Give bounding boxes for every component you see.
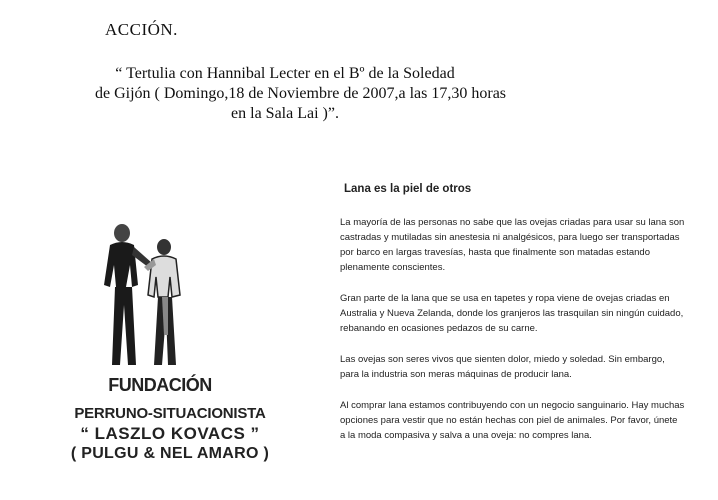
foundation-line-1: FUNDACIÓN [108, 375, 212, 395]
foundation-line-2: PERRUNO-SITUACIONISTA [74, 405, 266, 422]
article-paragraph-3: Las ovejas son seres vivos que sienten dolor, miedo y soledad. Sin embargo, para la industria son meras máquinas de producir lana. [340, 354, 665, 380]
left-figure [104, 224, 152, 365]
foundation-line-4: ( PULGU & NEL AMARO ) [70, 445, 270, 462]
article-paragraph-4: Al comprar lana estamos contribuyendo con un negocio sanguinario. Hay muchas opciones para vestir que no están hechas con piel de animales. Por favor, únete a la moda compasiva y salva a una oveja: no compres lana. [340, 400, 685, 441]
two-figures-illustration [82, 215, 232, 375]
article [340, 182, 685, 459]
article-title: Lana es la piel de otros [344, 183, 472, 195]
event-announcement [95, 64, 507, 124]
event-line-3: en la Sala Lai )”. [231, 105, 339, 122]
right-figure [144, 239, 180, 365]
article-paragraph-1: La mayoría de las personas no sabe que las ovejas criadas para usar su lana son castradas y mutiladas sin anestesia ni analgésicos, para luego ser transportadas por barco en largas travesías, hasta que finalmente son matadas estando plenamente conscientes. [340, 217, 685, 273]
document-heading: ACCIÓN. [105, 20, 178, 39]
foundation-signature [50, 375, 290, 464]
event-line-1: “ Tertulia con Hannibal Lecter en el Bº de la Soledad [115, 65, 455, 82]
event-line-2: de Gijón ( Domingo,18 de Noviembre de 2007,a las 17,30 horas [95, 85, 507, 102]
article-paragraph-2: Gran parte de la lana que se usa en tapetes y ropa viene de ovejas criadas en Australia y Nueva Zelanda, donde los granjeros las trasquilan sin ningún cuidado, rebanando en ocasiones pedazos de su carne. [340, 293, 684, 334]
foundation-line-3: “ LASZLO KOVACS ” [80, 424, 260, 443]
